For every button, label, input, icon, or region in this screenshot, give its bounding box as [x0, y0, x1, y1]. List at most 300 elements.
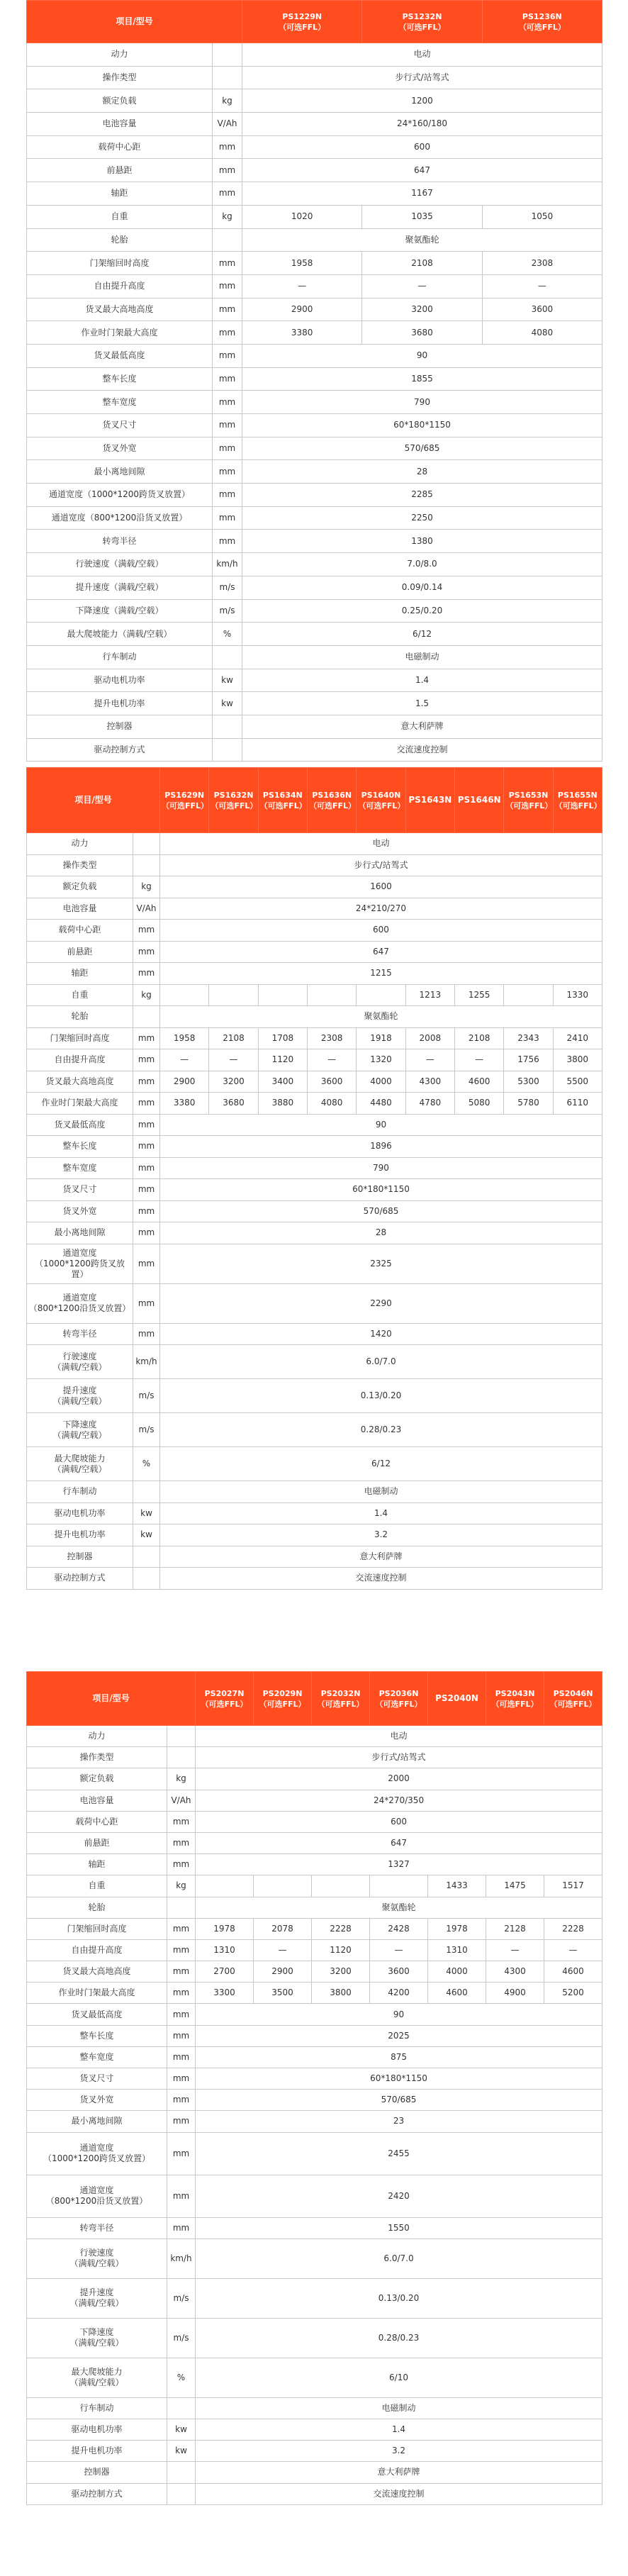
spec-row — [27, 2358, 602, 2397]
spec-value: 0.25/0.20 — [242, 599, 602, 623]
spec-row — [27, 1854, 602, 1875]
spec-unit: mm — [213, 414, 242, 437]
spec-row — [27, 367, 602, 391]
spec-value: 2308 — [308, 1027, 357, 1049]
spec-row — [27, 1027, 602, 1049]
spec-row — [27, 2175, 602, 2217]
spec-value: 3300 — [196, 1983, 254, 2004]
spec-value: 3600 — [370, 1961, 428, 1983]
spec-table-1600kg — [26, 767, 602, 1590]
model-header: PS1636N （可选FFL） — [308, 768, 357, 833]
spec-value: 电磁制动 — [242, 645, 602, 669]
model-header: PS1634N （可选FFL） — [258, 768, 307, 833]
spec-label: 自重 — [27, 205, 213, 228]
spec-label: 作业时门架最大高度 — [27, 321, 213, 345]
spec-row — [27, 2483, 602, 2504]
spec-label: 整车宽度 — [27, 1157, 133, 1179]
spec-row — [27, 2046, 602, 2068]
spec-value: 60*180*1150 — [242, 414, 602, 437]
spec-value: 1120 — [312, 1939, 370, 1961]
spec-value — [160, 984, 209, 1006]
spec-value: 1.4 — [196, 2419, 602, 2440]
spec-value: 4080 — [308, 1093, 357, 1115]
spec-label: 驱动控制方式 — [27, 1568, 133, 1590]
spec-unit: mm — [213, 252, 242, 275]
spec-label: 电池容量 — [27, 113, 213, 136]
spec-unit — [167, 2397, 196, 2419]
spec-value: 600 — [196, 1811, 602, 1832]
spec-row — [27, 1006, 602, 1028]
spec-value: 790 — [242, 391, 602, 414]
spec-value: 意大利萨牌 — [196, 2462, 602, 2483]
spec-row — [27, 2068, 602, 2090]
spec-unit — [167, 2483, 196, 2504]
spec-unit: kg — [133, 876, 160, 898]
spec-value: 5200 — [544, 1983, 602, 2004]
spec-label: 前悬距 — [27, 1832, 167, 1853]
spec-label: 行车制动 — [27, 1481, 133, 1503]
spec-value: 1433 — [428, 1875, 486, 1897]
spec-unit: V/Ah — [167, 1790, 196, 1811]
spec-row — [27, 2090, 602, 2111]
spec-label: 操作类型 — [27, 854, 133, 876]
spec-unit: % — [167, 2358, 196, 2397]
spec-label: 通道宽度 （1000*1200跨货叉放置） — [27, 1244, 133, 1283]
spec-value: 1600 — [160, 876, 602, 898]
spec-value: 3680 — [209, 1093, 258, 1115]
spec-unit: kg — [133, 984, 160, 1006]
spec-label: 转弯半径 — [27, 2217, 167, 2238]
spec-value: 1475 — [486, 1875, 544, 1897]
spec-row — [27, 898, 602, 920]
spec-row — [27, 1939, 602, 1961]
spec-label: 驱动电机功率 — [27, 1502, 133, 1524]
spec-value: 4900 — [486, 1983, 544, 2004]
spec-value: 3500 — [254, 1983, 312, 2004]
spec-value: 647 — [242, 159, 602, 182]
spec-row — [27, 1447, 602, 1481]
spec-row — [27, 1768, 602, 1790]
model-header: PS1236N （可选FFL） — [482, 1, 602, 43]
spec-value: 交流速度控制 — [242, 738, 602, 762]
model-header: PS2046N （可选FFL） — [544, 1672, 602, 1726]
spec-label: 行驶速度 （满载/空载） — [27, 2238, 167, 2278]
spec-value: 0.13/0.20 — [160, 1379, 602, 1413]
spec-label: 轮胎 — [27, 1897, 167, 1918]
spec-row — [27, 113, 602, 136]
spec-value — [357, 984, 405, 1006]
spec-row — [27, 1345, 602, 1379]
spec-label: 自重 — [27, 1875, 167, 1897]
spec-row — [27, 252, 602, 275]
spec-unit: kw — [133, 1524, 160, 1546]
spec-value: 3680 — [362, 321, 482, 345]
spec-value: 1855 — [242, 367, 602, 391]
model-header: PS2036N （可选FFL） — [370, 1672, 428, 1726]
spec-unit — [213, 43, 242, 67]
spec-value — [504, 984, 553, 1006]
spec-row — [27, 321, 602, 345]
spec-row — [27, 599, 602, 623]
spec-unit: mm — [167, 2046, 196, 2068]
spec-value: 电动 — [196, 1726, 602, 1747]
spec-value: 24*160/180 — [242, 113, 602, 136]
spec-unit: mm — [167, 1832, 196, 1853]
spec-value: 2325 — [160, 1244, 602, 1283]
spec-value: 1320 — [357, 1049, 405, 1071]
spec-value: 2250 — [242, 506, 602, 530]
spec-value: 3200 — [312, 1961, 370, 1983]
spec-row — [27, 135, 602, 159]
spec-label: 提升速度 （满载/空载） — [27, 2278, 167, 2318]
spec-unit: mm — [213, 321, 242, 345]
spec-value: — — [242, 274, 362, 298]
spec-value: 交流速度控制 — [196, 2483, 602, 2504]
spec-row — [27, 715, 602, 738]
spec-label: 通道宽度 （800*1200沿货叉放置） — [27, 1283, 133, 1323]
spec-unit: mm — [213, 182, 242, 206]
spec-value: 4780 — [405, 1093, 454, 1115]
spec-label: 行车制动 — [27, 2397, 167, 2419]
spec-row — [27, 1918, 602, 1939]
spec-row — [27, 1747, 602, 1768]
spec-row — [27, 1875, 602, 1897]
spec-value: 4600 — [454, 1071, 503, 1093]
spec-value: 6/10 — [196, 2358, 602, 2397]
spec-value: 1215 — [160, 963, 602, 985]
spec-unit — [167, 1897, 196, 1918]
spec-unit: m/s — [133, 1413, 160, 1447]
spec-label: 货叉外宽 — [27, 437, 213, 460]
spec-row — [27, 344, 602, 367]
spec-unit: kg — [213, 205, 242, 228]
model-header: PS1646N — [454, 768, 503, 833]
spec-value: — — [362, 274, 482, 298]
spec-value: 聚氨酯轮 — [242, 228, 602, 252]
spec-value: 2228 — [544, 1918, 602, 1939]
spec-row — [27, 274, 602, 298]
header-category: 项目/型号 — [27, 1, 242, 43]
spec-unit: mm — [133, 1200, 160, 1222]
spec-unit: kw — [213, 692, 242, 715]
spec-value: 1550 — [196, 2217, 602, 2238]
spec-value: 聚氨酯轮 — [160, 1006, 602, 1028]
spec-value: 0.09/0.14 — [242, 576, 602, 599]
spec-value: 2900 — [254, 1961, 312, 1983]
table-header-row — [27, 768, 602, 833]
spec-row — [27, 854, 602, 876]
spec-label: 载荷中心距 — [27, 135, 213, 159]
spec-value — [312, 1875, 370, 1897]
spec-value: — — [544, 1939, 602, 1961]
spec-value: — — [254, 1939, 312, 1961]
spec-value: 3380 — [242, 321, 362, 345]
spec-unit — [133, 833, 160, 855]
spec-unit: km/h — [167, 2238, 196, 2278]
spec-value: 647 — [160, 941, 602, 963]
spec-value: 1958 — [160, 1027, 209, 1049]
spec-label: 额定负载 — [27, 89, 213, 113]
spec-row — [27, 2025, 602, 2046]
spec-label: 货叉最大高地高度 — [27, 1961, 167, 1983]
spec-value — [254, 1875, 312, 1897]
spec-label: 下降速度（满载/空载） — [27, 599, 213, 623]
spec-value: 3600 — [308, 1071, 357, 1093]
spec-row — [27, 460, 602, 484]
spec-value: 570/685 — [196, 2090, 602, 2111]
spec-label: 轴距 — [27, 182, 213, 206]
spec-row — [27, 437, 602, 460]
model-header: PS1629N （可选FFL） — [160, 768, 209, 833]
spec-value: 步行式/站驾式 — [160, 854, 602, 876]
spec-value: 1.5 — [242, 692, 602, 715]
spec-label: 通道宽度（1000*1200跨货叉放置） — [27, 484, 213, 507]
header-category: 项目/型号 — [27, 768, 160, 833]
spec-label: 货叉最低高度 — [27, 2004, 167, 2025]
spec-value: 1978 — [428, 1918, 486, 1939]
model-header: PS2032N （可选FFL） — [312, 1672, 370, 1726]
spec-value: — — [160, 1049, 209, 1071]
spec-unit — [133, 854, 160, 876]
spec-unit: mm — [167, 2025, 196, 2046]
spec-unit: mm — [213, 159, 242, 182]
spec-row — [27, 1568, 602, 1590]
table-header-row — [27, 1672, 602, 1726]
spec-label: 整车长度 — [27, 2025, 167, 2046]
spec-label: 门架缩回时高度 — [27, 252, 213, 275]
spec-value: 1896 — [160, 1136, 602, 1158]
spec-label: 驱动控制方式 — [27, 738, 213, 762]
spec-unit — [133, 1568, 160, 1590]
spec-row — [27, 1157, 602, 1179]
spec-label: 货叉外宽 — [27, 2090, 167, 2111]
spec-row — [27, 159, 602, 182]
spec-value: 1255 — [454, 984, 503, 1006]
spec-unit: mm — [167, 2175, 196, 2217]
model-header: PS2043N （可选FFL） — [486, 1672, 544, 1726]
spec-unit: mm — [133, 1027, 160, 1049]
spec-value: 0.28/0.23 — [160, 1413, 602, 1447]
spec-value: 6/12 — [242, 623, 602, 646]
spec-unit: mm — [213, 344, 242, 367]
spec-row — [27, 391, 602, 414]
spec-row — [27, 738, 602, 762]
spec-label: 通道宽度 （800*1200沿货叉放置） — [27, 2175, 167, 2217]
spec-label: 电池容量 — [27, 898, 133, 920]
spec-unit — [133, 1006, 160, 1028]
spec-value: 3800 — [553, 1049, 602, 1071]
spec-unit: mm — [133, 963, 160, 985]
spec-label: 控制器 — [27, 2462, 167, 2483]
model-header: PS2027N （可选FFL） — [196, 1672, 254, 1726]
spec-unit: mm — [133, 1179, 160, 1201]
spec-unit: mm — [133, 1114, 160, 1136]
spec-value: 2420 — [196, 2175, 602, 2217]
spec-value: 24*270/350 — [196, 1790, 602, 1811]
spec-unit: mm — [167, 1918, 196, 1939]
spec-value: 2128 — [486, 1918, 544, 1939]
spec-unit: V/Ah — [213, 113, 242, 136]
spec-label: 驱动电机功率 — [27, 2419, 167, 2440]
spec-unit: mm — [213, 135, 242, 159]
spec-value: 3200 — [362, 298, 482, 321]
spec-value: 2343 — [504, 1027, 553, 1049]
spec-label: 前悬距 — [27, 941, 133, 963]
spec-row — [27, 2397, 602, 2419]
spec-value: 3880 — [258, 1093, 307, 1115]
spec-label: 电池容量 — [27, 1790, 167, 1811]
spec-row — [27, 530, 602, 553]
spec-row — [27, 2462, 602, 2483]
spec-row — [27, 506, 602, 530]
spec-label: 门架缩回时高度 — [27, 1918, 167, 1939]
spec-value: 2078 — [254, 1918, 312, 1939]
spec-label: 最大爬坡能力 （满载/空载） — [27, 2358, 167, 2397]
spec-value: 意大利萨牌 — [242, 715, 602, 738]
spec-label: 载荷中心距 — [27, 1811, 167, 1832]
spec-value: 4300 — [486, 1961, 544, 1983]
spec-value: 1517 — [544, 1875, 602, 1897]
spec-row — [27, 833, 602, 855]
spec-row — [27, 941, 602, 963]
spec-unit: mm — [167, 1811, 196, 1832]
spec-label: 通道宽度 （1000*1200跨货叉放置） — [27, 2132, 167, 2175]
spec-unit: mm — [167, 1939, 196, 1961]
spec-label: 货叉尺寸 — [27, 2068, 167, 2090]
spec-unit: mm — [167, 2090, 196, 2111]
spec-value: 1310 — [196, 1939, 254, 1961]
spec-value: 4000 — [357, 1071, 405, 1093]
spec-unit: mm — [167, 2111, 196, 2132]
spec-value — [196, 1875, 254, 1897]
spec-label: 驱动电机功率 — [27, 669, 213, 692]
spec-unit: mm — [213, 530, 242, 553]
spec-unit — [213, 66, 242, 89]
spec-label: 货叉尺寸 — [27, 1179, 133, 1201]
spec-value: — — [209, 1049, 258, 1071]
spec-label: 行车制动 — [27, 645, 213, 669]
spec-value: 2108 — [209, 1027, 258, 1049]
spec-row — [27, 623, 602, 646]
model-header: PS1632N （可选FFL） — [209, 768, 258, 833]
spec-label: 自由提升高度 — [27, 274, 213, 298]
spec-value: 7.0/8.0 — [242, 553, 602, 576]
spec-unit: % — [213, 623, 242, 646]
model-header: PS2040N — [428, 1672, 486, 1726]
spec-row — [27, 692, 602, 715]
spec-table-2000kg — [26, 1671, 602, 2505]
spec-unit — [167, 2462, 196, 2483]
spec-label: 自重 — [27, 984, 133, 1006]
spec-value: 570/685 — [160, 1200, 602, 1222]
spec-value: 电磁制动 — [160, 1481, 602, 1503]
spec-value: — — [482, 274, 602, 298]
spec-row — [27, 1811, 602, 1832]
spec-label: 控制器 — [27, 715, 213, 738]
spec-unit: mm — [133, 920, 160, 942]
spec-unit: kw — [167, 2441, 196, 2462]
spec-value: 电动 — [160, 833, 602, 855]
spec-value: 2108 — [362, 252, 482, 275]
spec-value: 600 — [242, 135, 602, 159]
spec-unit — [167, 1726, 196, 1747]
spec-row — [27, 1481, 602, 1503]
spec-value: 3800 — [312, 1983, 370, 2004]
spec-row — [27, 1546, 602, 1568]
spec-value: 0.28/0.23 — [196, 2318, 602, 2358]
spec-value: 790 — [160, 1157, 602, 1179]
spec-value: 5500 — [553, 1071, 602, 1093]
model-header: PS1653N （可选FFL） — [504, 768, 553, 833]
spec-value: 3.2 — [196, 2441, 602, 2462]
spec-row — [27, 1790, 602, 1811]
spec-unit — [167, 1747, 196, 1768]
spec-label: 动力 — [27, 833, 133, 855]
spec-label: 最小离地间隙 — [27, 460, 213, 484]
spec-value: 28 — [160, 1222, 602, 1244]
spec-row — [27, 1136, 602, 1158]
spec-row — [27, 1832, 602, 1853]
spec-label: 控制器 — [27, 1546, 133, 1568]
spec-row — [27, 1983, 602, 2004]
spec-row — [27, 2111, 602, 2132]
spec-unit: kg — [167, 1875, 196, 1897]
spec-row — [27, 182, 602, 206]
spec-label: 货叉尺寸 — [27, 414, 213, 437]
spec-row — [27, 2278, 602, 2318]
model-header: PS2029N （可选FFL） — [254, 1672, 312, 1726]
spec-row — [27, 2238, 602, 2278]
spec-row — [27, 89, 602, 113]
spec-row — [27, 1379, 602, 1413]
spec-value: 570/685 — [242, 437, 602, 460]
spec-row — [27, 2004, 602, 2025]
spec-row — [27, 414, 602, 437]
spec-label: 最小离地间隙 — [27, 2111, 167, 2132]
spec-label: 货叉最大高地高度 — [27, 298, 213, 321]
spec-label: 下降速度 （满载/空载） — [27, 2318, 167, 2358]
spec-unit: mm — [133, 1071, 160, 1093]
spec-table-1200kg — [26, 0, 602, 762]
table-header-row — [27, 1, 602, 43]
spec-row — [27, 43, 602, 67]
spec-value: 90 — [242, 344, 602, 367]
spec-row — [27, 1413, 602, 1447]
spec-unit: mm — [167, 2068, 196, 2090]
spec-row — [27, 669, 602, 692]
spec-row — [27, 2441, 602, 2462]
spec-label: 门架缩回时高度 — [27, 1027, 133, 1049]
model-header: PS1229N （可选FFL） — [242, 1, 362, 43]
spec-label: 整车宽度 — [27, 2046, 167, 2068]
spec-value: 1330 — [553, 984, 602, 1006]
spec-label: 前悬距 — [27, 159, 213, 182]
spec-label: 动力 — [27, 1726, 167, 1747]
spec-label: 动力 — [27, 43, 213, 67]
spec-value: 1035 — [362, 205, 482, 228]
spec-value: 1.4 — [242, 669, 602, 692]
spec-value: 23 — [196, 2111, 602, 2132]
spec-value: 5780 — [504, 1093, 553, 1115]
spec-unit: kw — [213, 669, 242, 692]
spec-value: 聚氨酯轮 — [196, 1897, 602, 1918]
spec-value: 60*180*1150 — [160, 1179, 602, 1201]
spec-value: 600 — [160, 920, 602, 942]
spec-value: 1327 — [196, 1854, 602, 1875]
spec-value: 2025 — [196, 2025, 602, 2046]
spec-row — [27, 205, 602, 228]
spec-row — [27, 876, 602, 898]
